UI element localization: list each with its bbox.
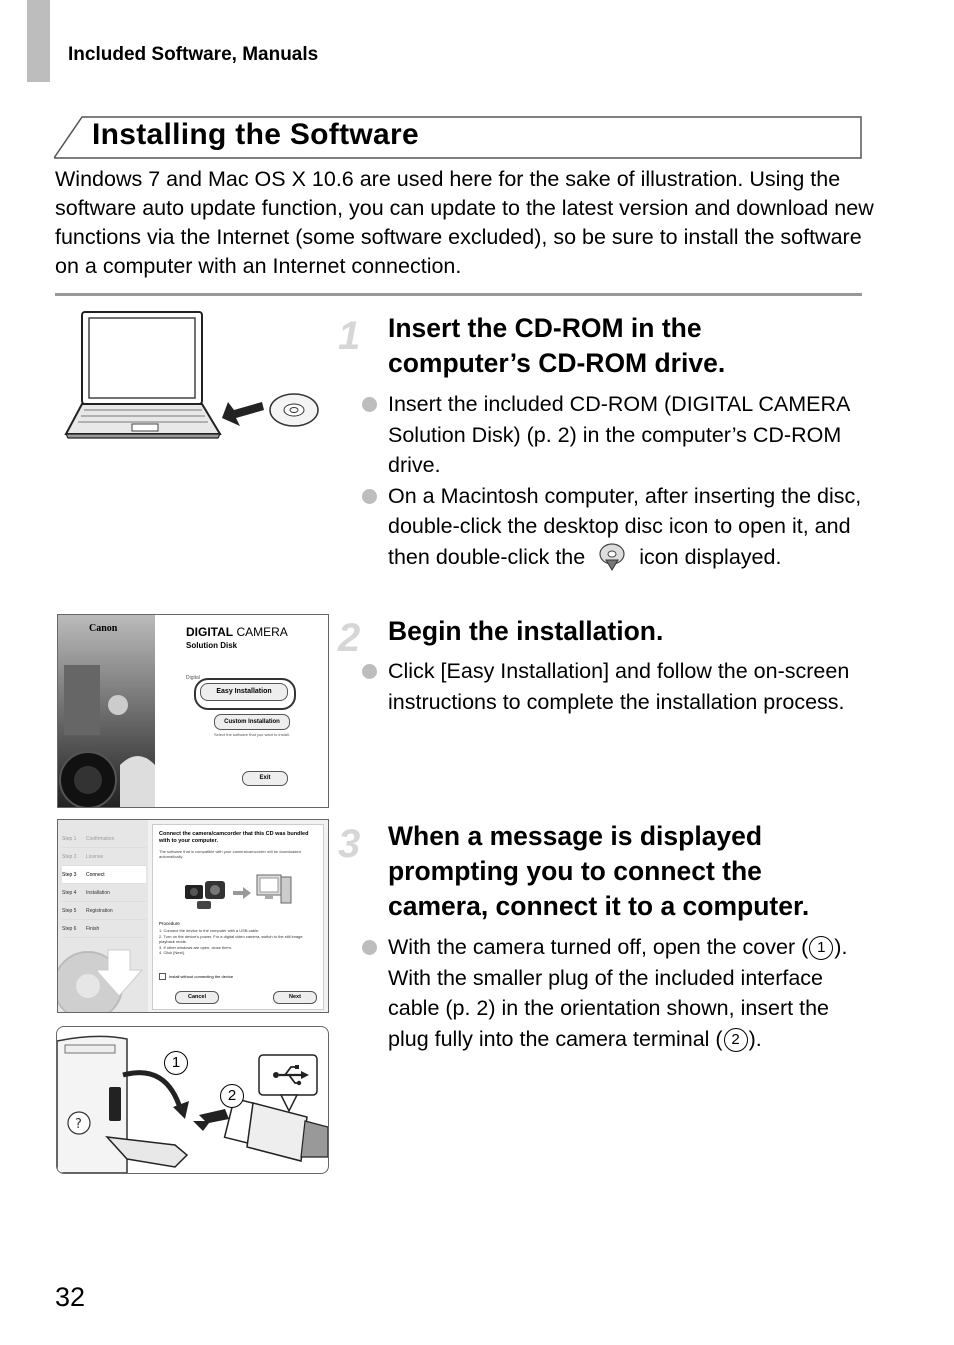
connect-screenshot (57, 819, 329, 1013)
connect-note: The software that is compatible with your camera/camcorder will be downloaded automatically. (159, 849, 301, 859)
connect-heading: Connect the camera/camcorder that this CD was bundled with to your computer. (159, 831, 309, 844)
product-title-bold: DIGITAL (186, 625, 234, 639)
callout-1-marker: 1 (809, 936, 833, 960)
callout-1: 1 (164, 1051, 188, 1075)
step-number-3: 3 (338, 822, 361, 866)
checkbox[interactable] (159, 973, 166, 980)
product-title (186, 625, 288, 639)
connect-step-6 (62, 920, 146, 938)
connect-step-5 (62, 902, 146, 920)
product-title-rest: CAMERA (233, 625, 288, 639)
bullet-dot (362, 489, 377, 504)
brand-logo: Canon (89, 623, 118, 634)
step-tag: Step 3 (62, 871, 77, 878)
section-tab-bar (27, 0, 50, 82)
step-number-2: 2 (338, 616, 361, 660)
bullet-dot (362, 664, 377, 679)
installer-disc-icon (595, 542, 629, 572)
bullet-text-part3: ). (748, 1026, 762, 1051)
step-label: Finish (86, 925, 100, 932)
checkbox-label: Install without connecting the device (169, 974, 234, 979)
step-tag: Step 1 (62, 835, 77, 842)
step-tag: Step 6 (62, 925, 77, 932)
step-2-bullets (362, 656, 872, 717)
section-header: Included Software, Manuals (68, 44, 319, 65)
custom-installation-button[interactable]: Custom Installation (214, 714, 290, 730)
bullet-text-part2: ). With the smaller plug of the included interface cable (p. 2) in the orientation shown, insert the plug fully into the camera terminal ( (388, 935, 848, 1051)
step-3-title-line1: When a message is displayed (388, 821, 763, 851)
bullet-dot (362, 397, 377, 412)
install-without-device-option[interactable] (159, 973, 233, 980)
bullet-text-part1: With the camera turned off, open the cover ( (388, 935, 809, 959)
step-label: Connect (86, 871, 105, 878)
connect-step-list (62, 830, 146, 938)
step-1-title-line1: Insert the CD-ROM in the (388, 313, 702, 343)
step-3-title-line3: camera, connect it to a computer. (388, 891, 810, 921)
product-subtitle: Solution Disk (186, 641, 238, 650)
procedure-item-1: 1. Connect the device to the computer with a USB cable. (159, 928, 260, 933)
exit-button[interactable]: Exit (242, 771, 288, 786)
section-divider (55, 293, 862, 296)
step-number-1: 1 (338, 314, 361, 358)
procedure-item-2: 2. Turn on the device’s power. For a digital video camera, switch to the still image playback mode. (159, 933, 303, 944)
connect-content-panel (152, 824, 324, 1010)
camera-to-computer-icon (183, 869, 293, 913)
cancel-button[interactable]: Cancel (175, 991, 219, 1004)
bullet-dot (362, 940, 377, 955)
callout-2: 2 (220, 1084, 244, 1108)
connect-step-1 (62, 830, 146, 848)
step-1-title-line2: computer’s CD-ROM drive. (388, 348, 726, 378)
next-button[interactable]: Next (273, 991, 317, 1004)
camera-cable-drawing (57, 1027, 328, 1173)
intro-paragraph: Windows 7 and Mac OS X 10.6 are used here for the sake of illustration. Using the software auto update function, you can update to the latest version and download new functions via the Internet (some software excluded), so be sure to install the software on a computer with an Internet connection. (55, 167, 874, 278)
installer-screenshot (57, 614, 329, 808)
step-1-bullets (362, 389, 872, 572)
step-label: Confirmation (86, 835, 115, 842)
step-2-bullet-1 (362, 656, 872, 717)
step-3-bullets (362, 932, 872, 1054)
step-tag: Step 4 (62, 889, 77, 896)
svg-text:?: ? (75, 1117, 82, 1132)
procedure-list (159, 928, 319, 956)
procedure-item-4: 4. Click [Next]. (159, 950, 185, 955)
page-number: 32 (55, 1282, 86, 1312)
step-label: Installation (86, 889, 110, 896)
connect-step-2 (62, 848, 146, 866)
step-2-title: Begin the installation. (388, 616, 664, 646)
bullet-text-end: icon displayed. (639, 544, 782, 569)
connect-step-4 (62, 884, 146, 902)
connect-step-3-active (62, 866, 146, 884)
step-label: License (86, 853, 104, 860)
step-3-title (388, 819, 868, 924)
bullet-text: Click [Easy Installation] and follow the on-screen instructions to complete the installation process. (388, 659, 850, 714)
bullet-text: Insert the included CD-ROM (DIGITAL CAMERA Solution Disk) (p. 2) in the computer’s CD-ROM drive. (388, 392, 850, 477)
easy-installation-button[interactable]: Easy Installation (200, 683, 288, 701)
digital-label: Digital (186, 675, 200, 681)
step-tag: Step 2 (62, 853, 77, 860)
page-title: Installing the Software (92, 118, 419, 151)
step-1-bullet-2 (362, 481, 872, 573)
step-3-bullet-1 (362, 932, 872, 1054)
laptop-cd-illustration (62, 310, 324, 442)
callout-2-marker: 2 (724, 1028, 748, 1052)
camera-cable-illustration (56, 1026, 329, 1174)
procedure-title: Procedure (159, 921, 180, 926)
step-3-title-line2: prompting you to connect the (388, 856, 762, 886)
step-1-bullet-1 (362, 389, 872, 481)
step-label: Registration (86, 907, 113, 914)
bullet-text: On a Macintosh computer, after inserting the disc, double-click the desktop disc icon to open it, and then double-click the (388, 483, 862, 569)
procedure-item-3: 3. If other windows are open, close them. (159, 944, 232, 950)
step-tag: Step 5 (62, 907, 77, 914)
custom-installation-note: Select the software that you want to install. (214, 732, 290, 737)
step-1-title (388, 311, 868, 381)
